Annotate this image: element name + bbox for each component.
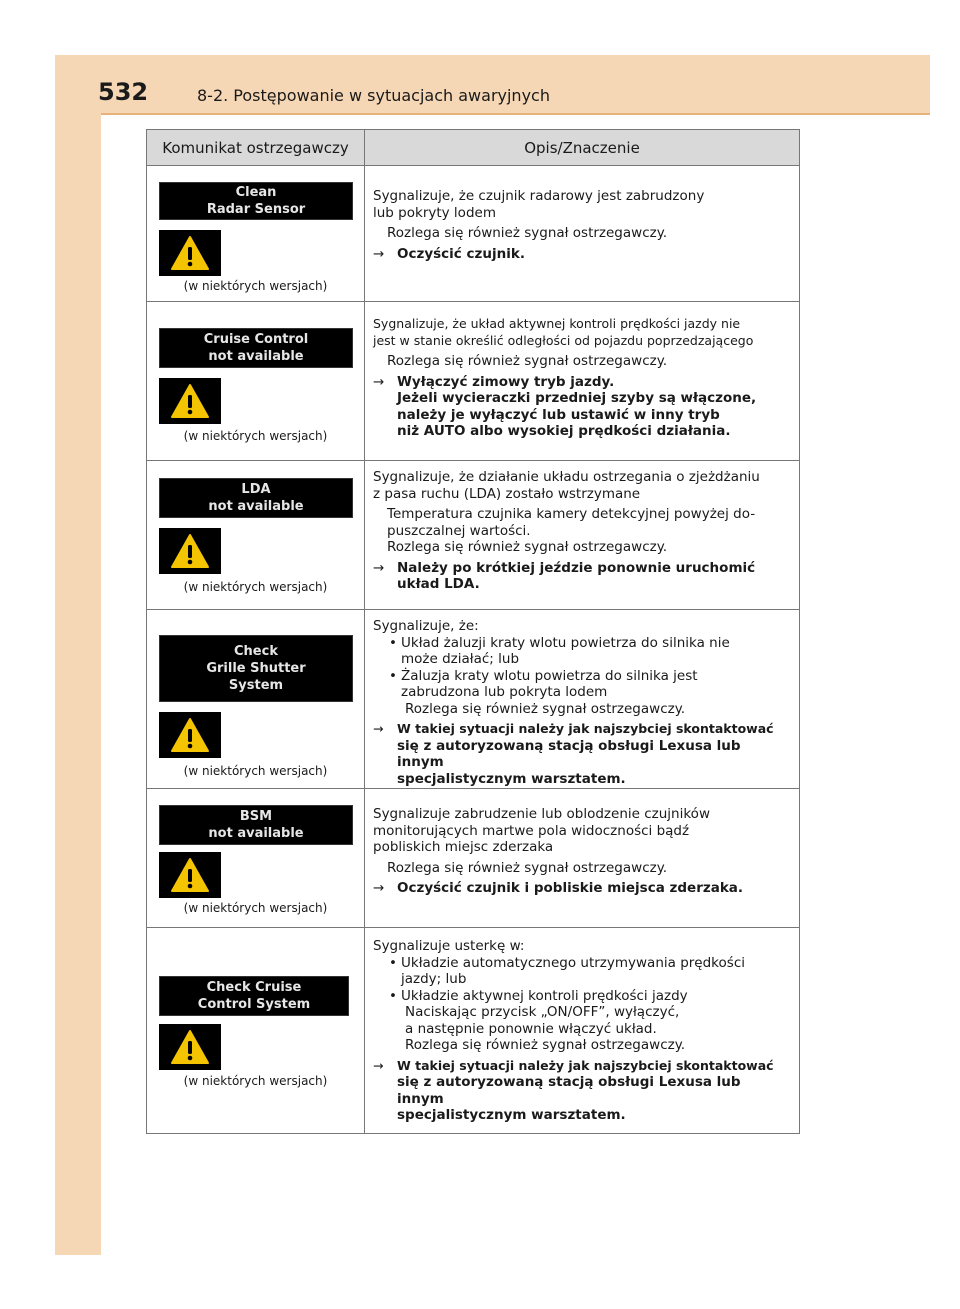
action-text: W takiej sytuacji należy jak najszybciej skontaktować	[397, 721, 774, 736]
header-rule	[101, 113, 930, 115]
action-text: niż AUTO albo wysokiej prędkości działania.	[397, 423, 731, 439]
bullet-text: Układ żaluzji kraty wlotu powietrza do silnika nie	[401, 634, 730, 651]
warning-message-text: not available	[208, 826, 304, 841]
warning-message-cell	[147, 928, 365, 1134]
bullet-text: jazdy; lub	[401, 971, 467, 987]
warning-triangle-icon	[170, 235, 210, 271]
description-line: Sygnalizuje usterkę w:	[373, 938, 525, 954]
warning-triangle-icon	[170, 533, 210, 569]
table-row	[147, 610, 800, 789]
warning-indicator	[159, 528, 221, 574]
action-line	[373, 374, 789, 391]
description-line: Sygnalizuje, że działanie układu ostrzegania o zjeżdżaniu	[373, 469, 760, 485]
warning-message-cell	[147, 166, 365, 302]
table-row	[147, 928, 800, 1134]
warning-triangle-icon	[170, 857, 210, 893]
note-line: Rozlega się również sygnał ostrzegawczy.	[387, 353, 668, 369]
bullet-item	[373, 668, 789, 685]
bullet-item	[373, 651, 789, 668]
warning-message-text: Check	[234, 644, 278, 659]
action-text: Jeżeli wycieraczki przedniej szyby są włączone,	[397, 390, 757, 406]
action-text: W takiej sytuacji należy jak najszybciej skontaktować	[397, 1057, 774, 1073]
warning-message-cell	[147, 302, 365, 461]
warning-triangle-icon	[170, 1029, 210, 1065]
action-text: się z autoryzowaną stacją obsługi Lexusa lub innym	[397, 737, 741, 770]
action-line	[373, 880, 789, 897]
bullet-icon: •	[389, 634, 397, 651]
note-line: Rozlega się również sygnał ostrzegawczy.	[387, 539, 668, 555]
action-line	[373, 560, 789, 577]
bullet-item	[373, 1021, 789, 1038]
warning-indicator	[159, 230, 221, 276]
action-line	[373, 423, 789, 440]
warning-message-display	[159, 805, 353, 845]
action-line	[373, 771, 789, 788]
warning-message-text: Clean	[235, 185, 277, 200]
bullet-item	[373, 971, 789, 988]
warning-message-text: Cruise Control	[203, 332, 309, 347]
arrow-right-icon: →	[373, 559, 385, 576]
table-row	[147, 789, 800, 928]
bullet-item	[373, 955, 789, 972]
action-line	[373, 1107, 789, 1124]
warning-indicator	[159, 852, 221, 898]
version-caption: (w niektórych wersjach)	[183, 1074, 328, 1088]
bullet-text: Układzie aktywnej kontroli prędkości jazdy	[401, 987, 688, 1004]
arrow-right-icon: →	[373, 373, 385, 390]
warning-message-cell	[147, 610, 365, 789]
warning-message-text: LDA	[241, 482, 271, 497]
note-line: Temperatura czujnika kamery detekcyjnej powyżej do-	[387, 506, 756, 522]
version-caption: (w niektórych wersjach)	[183, 429, 328, 443]
warning-message-display	[159, 635, 353, 702]
bullet-text: Rozlega się również sygnał ostrzegawczy.	[405, 700, 686, 717]
bullet-item	[373, 701, 789, 718]
note-line: Rozlega się również sygnał ostrzegawczy.	[387, 225, 668, 241]
bullet-text: Układzie automatycznego utrzymywania prędkości	[401, 954, 745, 971]
description-line: Sygnalizuje zabrudzenie lub oblodzenie czujników	[373, 806, 710, 822]
description-line: lub pokryty lodem	[373, 204, 496, 221]
bullet-text: Naciskając przycisk „ON/OFF”, wyłączyć,	[405, 1004, 680, 1020]
description-line: jest w stanie określić odległości od pojazdu poprzedzającego	[373, 332, 754, 348]
bullet-icon: •	[389, 954, 397, 971]
description-cell	[365, 928, 800, 1134]
action-text: Wyłączyć zimowy tryb jazdy.	[397, 373, 615, 390]
action-line	[373, 721, 789, 738]
description-cell	[365, 166, 800, 302]
bullet-item	[373, 1004, 789, 1021]
bullet-text: Rozlega się również sygnał ostrzegawczy.	[405, 1037, 686, 1053]
description-line: Sygnalizuje, że czujnik radarowy jest zabrudzony	[373, 188, 705, 204]
note-line: Rozlega się również sygnał ostrzegawczy.	[387, 859, 668, 876]
description-line: z pasa ruchu (LDA) zostało wstrzymane	[373, 485, 641, 502]
note-line: puszczalnej wartości.	[387, 522, 531, 539]
bullet-item	[373, 635, 789, 652]
section-title: 8-2. Postępowanie w sytuacjach awaryjnych	[197, 86, 550, 105]
action-text: specjalistycznym warsztatem.	[397, 1107, 626, 1123]
col-header-message: Komunikat ostrzegawczy	[147, 130, 365, 166]
bullet-text: Żaluzja kraty wlotu powietrza do silnika jest	[401, 667, 698, 684]
action-line	[373, 738, 789, 771]
action-line	[373, 407, 789, 424]
warning-indicator	[159, 1024, 221, 1070]
warning-table	[146, 129, 800, 1134]
action-line	[373, 1074, 789, 1107]
description-line: Sygnalizuje, że układ aktywnej kontroli prędkości jazdy nie	[373, 316, 741, 331]
description-line: monitorujących martwe pola widoczności bądź	[373, 822, 690, 839]
warning-message-display	[159, 182, 353, 220]
arrow-right-icon: →	[373, 1057, 384, 1073]
action-line	[373, 390, 789, 407]
warning-message-display	[159, 328, 353, 368]
warning-message-text: Check Cruise	[206, 980, 302, 995]
warning-message-text: not available	[208, 499, 304, 514]
action-text: Oczyścić czujnik i pobliskie miejsca zderzaka.	[397, 880, 744, 896]
version-caption: (w niektórych wersjach)	[183, 580, 328, 594]
warning-message-cell	[147, 789, 365, 928]
bullet-item	[373, 684, 789, 701]
action-text: należy je wyłączyć lub ustawić w inny tryb	[397, 406, 720, 423]
description-cell	[365, 789, 800, 928]
action-line	[373, 576, 789, 593]
warning-triangle-icon	[170, 717, 210, 753]
description-cell	[365, 302, 800, 461]
bullet-item	[373, 1037, 789, 1054]
action-line	[373, 246, 789, 263]
bullet-text: zabrudzona lub pokryta lodem	[401, 684, 608, 700]
action-text: specjalistycznym warsztatem.	[397, 770, 626, 787]
warning-indicator	[159, 378, 221, 424]
table-header-row	[147, 130, 800, 166]
action-text: się z autoryzowaną stacją obsługi Lexusa lub innym	[397, 1074, 741, 1107]
bullet-icon: •	[389, 987, 397, 1004]
warning-message-display	[159, 478, 353, 518]
bullet-item	[373, 988, 789, 1005]
arrow-right-icon: →	[373, 245, 385, 262]
arrow-right-icon: →	[373, 721, 384, 736]
description-cell	[365, 610, 800, 789]
description-line: Sygnalizuje, że:	[373, 618, 479, 634]
bullet-text: a następnie ponownie włączyć układ.	[405, 1020, 657, 1037]
version-caption: (w niektórych wersjach)	[183, 279, 328, 293]
action-line	[373, 1058, 789, 1075]
page-number: 532	[98, 78, 149, 106]
description-line: pobliskich miejsc zderzaka	[373, 839, 554, 855]
warning-message-text: Radar Sensor	[206, 202, 306, 217]
arrow-right-icon: →	[373, 880, 385, 896]
table-row	[147, 166, 800, 302]
table-row	[147, 461, 800, 610]
version-caption: (w niektórych wersjach)	[183, 901, 328, 915]
warning-message-text: Grille Shutter	[206, 661, 306, 676]
col-header-description: Opis/Znaczenie	[365, 130, 800, 166]
warning-triangle-icon	[170, 383, 210, 419]
bullet-text: może działać; lub	[401, 651, 520, 667]
version-caption: (w niektórych wersjach)	[183, 764, 328, 778]
action-text: Oczyścić czujnik.	[397, 245, 525, 262]
side-band	[55, 55, 101, 1255]
warning-message-text: not available	[208, 349, 304, 364]
warning-message-text: Control System	[197, 997, 311, 1012]
table-row	[147, 302, 800, 461]
warning-message-display	[159, 976, 349, 1016]
description-cell	[365, 461, 800, 610]
warning-message-cell	[147, 461, 365, 610]
warning-message-text: BSM	[239, 809, 273, 824]
warning-message-text: System	[228, 678, 284, 693]
action-text: układ LDA.	[397, 576, 480, 592]
action-text: Należy po krótkiej jeździe ponownie uruchomić	[397, 559, 756, 576]
warning-indicator	[159, 712, 221, 758]
bullet-icon: •	[389, 667, 397, 684]
